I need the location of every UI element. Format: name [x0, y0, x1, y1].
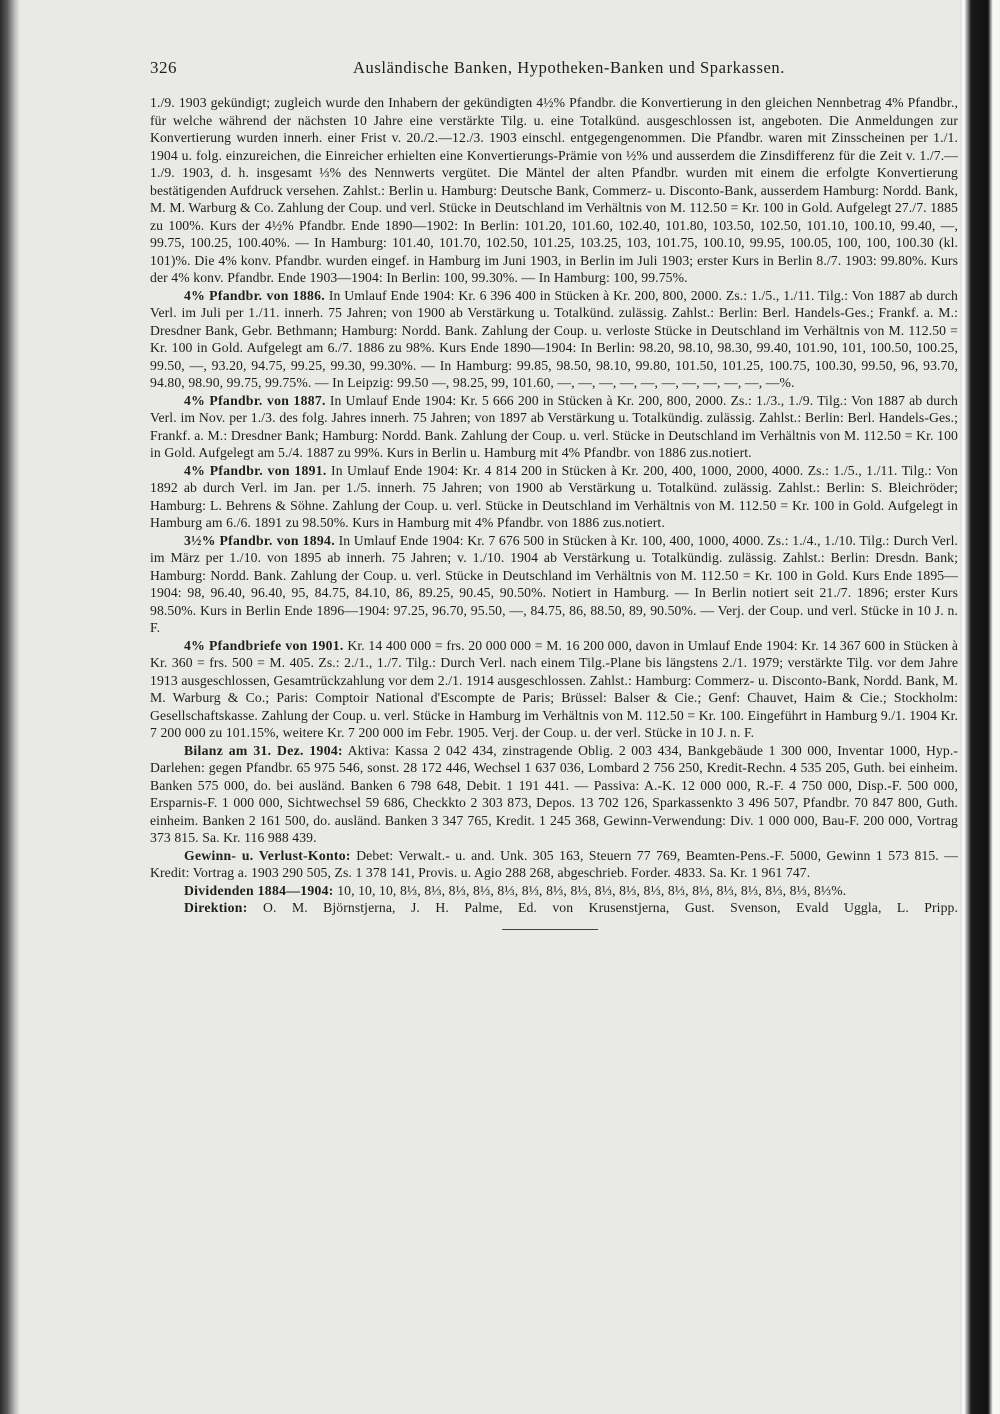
paragraph-pfandbriefe-1901	[150, 637, 958, 742]
paragraph-heading: 3½% Pfandbr. von 1894.	[184, 532, 335, 548]
document-body	[150, 94, 958, 934]
document-page	[150, 58, 958, 934]
paragraph-heading: Direktion:	[184, 900, 248, 915]
paragraph-gewinn-verlust	[150, 847, 958, 882]
paragraph-heading: Gewinn- u. Verlust-Konto:	[184, 847, 351, 863]
page-number: 326	[150, 58, 177, 77]
paragraph-text: 1./9. 1903 gekündigt; zugleich wurde den Inhabern der gekündigten 4½% Pfandbr. die Konvertierung in den gleichen Nennbetrag 4% Pfandbr., für welche während der nächsten 10 Jahre eine verstärkte Tilg. u. eine Totalkünd. ausgeschlossen ist, angeboten. Die Anmeldungen zur Konvertierung wurden innerh. einer Frist v. 20./2.—12./3. 1903 einschl. entgegengenommen. Die Pfandbr. waren mit Zinsscheinen per 1./1. 1904 u. folg. einzureichen, die Einreicher erhielten eine Konvertierungs-Prämie von ½% und ausserdem die Zinsdifferenz für die Zeit v. 1./7.—1./9. 1903, d. h. insgesamt ⅓% des Nennwerts vergütet. Die Mäntel der alten Pfandbr. wurden mit einem die erfolgte Konvertierung bestätigenden Aufdruck versehen. Zahlst.: Berlin u. Hamburg: Deutsche Bank, Commerz- u. Disconto-Bank, ausserdem Hamburg: Nordd. Bank, M. M. Warburg & Co. Zahlung der Coup. und verl. Stücke in Deutschland im Verhältnis von M. 112.50 = Kr. 100 in Gold. Aufgelegt 27./7. 1885 zu 100%. Kurs der 4½% Pfandbr. Ende 1890—1902: In Berlin: 101.20, 101.60, 102.40, 101.80, 103.50, 102.50, 101.10, 100.10, 99.40, —, 99.75, 100.25, 100.40%. — In Hamburg: 101.40, 101.70, 102.50, 101.25, 103.25, 103, 101.75, 100.10, 99.95, 100.05, 100, 100, 100.30 (kl. 101)%. Die 4% konv. Pfandbr. wurden eingef. in Hamburg im Juni 1903, in Berlin im Juli 1903; erster Kurs in Berlin 8./7. 1903: 99.80%. Kurs der 4% konv. Pfandbr. Ende 1903—1904: In Berlin: 100, 99.30%. — In Hamburg: 100, 99.75%.	[150, 95, 958, 285]
running-title: Ausländische Banken, Hypotheken-Banken und Sparkassen.	[353, 58, 785, 77]
paragraph-dividenden	[150, 882, 958, 900]
paragraph-text: Debet: Verwalt.- u. and. Unk. 305 163, Steuern 77 769, Beamten-Pens.-F. 5000, Gewinn 1 573 815. — Kredit: Vortrag a. 1903 290 505, Zs. 1 378 141, Provis. u. Agio 288 268, abgeschrieb. Forder. 4833. Sa. Kr. 1 961 747.	[150, 847, 958, 880]
paragraph-intro	[150, 94, 958, 287]
paragraph-text: In Umlauf Ende 1904: Kr. 6 396 400 in Stücken à Kr. 200, 800, 2000. Zs.: 1./5., 1./11. Tilg.: Von 1887 ab durch Verl. im Juli per 1./11. innerh. 75 Jahren; von 1900 ab Verstärkung u. Totalkünd. zulässig. Zahlst.: Berlin: Berl. Handels-Ges.; Frankf. a. M.: Dresdner Bank, Gebr. Bethmann; Hamburg: Nordd. Bank. Zahlung der Coup. u. verloste Stücke in Deutschland im Verhältnis von M. 112.50 = Kr. 100 in Gold. Aufgelegt am 6./7. 1886 zu 98%. Kurs Ende 1890—1904: In Berlin: 98.20, 98.10, 98.30, 99.40, 101.90, 101, 100.50, 100.25, 99.50, —, 93.20, 94.75, 99.25, 99.30, 99.30%. — In Hamburg: 99.85, 98.50, 98.10, 99.80, 101.50, 101.25, 100.75, 100.30, 99.50, 96, 93.70, 94.80, 98.90, 99.75, 99.75%. — In Leipzig: 99.50 —, 98.25, 99, 101.60, —, —, —, —, —, —, —, —, —, —, —%.	[150, 287, 958, 390]
paragraph-heading: Bilanz am 31. Dez. 1904:	[184, 742, 343, 758]
end-rule	[502, 929, 598, 930]
paragraph-text: Aktiva: Kassa 2 042 434, zinstragende Oblig. 2 003 434, Bankgebäude 1 300 000, Inventar 1000, Hyp.-Darlehen: gegen Pfandbr. 65 975 546, sonst. 28 172 446, Wechsel 1 637 036, Lombard 2 756 250, Kredit-Rechn. 4 535 205, Guth. bei einheim. Banken 575 000, do. bei ausländ. Banken 6 798 648, Debit. 1 191 441. — Passiva: A.-K. 12 000 000, R.-F. 4 750 000, Disp.-F. 500 000, Ersparnis-F. 1 000 000, Sichtwechsel 59 686, Checkkto 2 303 873, Depos. 13 702 126, Sparkassenkto 3 496 507, Pfandbr. 70 847 800, Guth. einheim. Banken 2 161 500, do. ausländ. Banken 3 347 765, Kredit. 1 245 368, Gewinn-Verwendung: Div. 1 000 000, Bau-F. 200 000, Vortrag 373 815. Sa. Kr. 116 988 439.	[150, 742, 958, 845]
paragraph-text: O. M. Björnstjerna, J. H. Palme, Ed. von Krusenstjerna, Gust. Svenson, Evald Uggla, L. Pripp.	[263, 900, 958, 915]
paragraph-text: In Umlauf Ende 1904: Kr. 5 666 200 in Stücken à Kr. 200, 800, 2000. Zs.: 1./3., 1./9. Tilg.: Von 1887 ab durch Verl. im Nov. per 1./3. des folg. Jahres innerh. 75 Jahren; von 1897 ab Verstärkung u. Totalkündig. zulässig. Zahlst.: Berlin: Berl. Handels-Ges.; Frankf. a. M.: Dresdner Bank; Hamburg: Nordd. Bank. Zahlung der Coup. u. verl. Stücke in Deutschland im Verhältnis von M. 112.50 = Kr. 100 in Gold. Aufgelegt am 5./4. 1887 zu 99%. Kurs in Berlin u. Hamburg mit 4% Pfandbr. von 1886 zus.notiert.	[150, 392, 958, 460]
paragraph-text: In Umlauf Ende 1904: Kr. 4 814 200 in Stücken à Kr. 200, 400, 1000, 2000, 4000. Zs.: 1./5., 1./11. Tilg.: Von 1892 ab durch Verl. im Jan. per 1./5. innerh. 75 Jahren; von 1900 ab Verstärkung u. Totalkünd. zulässig. Zahlst.: Berlin: S. Bleichröder; Hamburg: L. Behrens & Söhne. Zahlung der Coup. u. verl. Stücke in Deutschland im Verhältnis von M. 112.50 = Kr. 100 in Gold. Aufgelegt in Hamburg am 6./6. 1891 zu 98.50%. Kurs in Hamburg mit 4% Pfandbr. von 1886 zus.notiert.	[150, 462, 958, 530]
paragraph-heading: 4% Pfandbr. von 1887.	[184, 392, 326, 408]
paragraph-heading: 4% Pfandbr. von 1886.	[184, 287, 325, 303]
page-header	[150, 58, 958, 88]
paragraph-heading: Dividenden 1884—1904:	[184, 882, 334, 898]
scan-left-edge	[0, 0, 20, 1414]
paragraph-direktion	[150, 899, 958, 934]
paragraph-bilanz	[150, 742, 958, 847]
paragraph-text: 10, 10, 10, 8⅓, 8⅓, 8⅓, 8⅓, 8⅓, 8⅓, 8⅓, 8⅓, 8⅓, 8⅓, 8⅓, 8⅓, 8⅓, 8⅓, 8⅓, 8⅓, 8⅓, 8⅓%.	[337, 882, 847, 898]
paragraph-text: In Umlauf Ende 1904: Kr. 7 676 500 in Stücken à Kr. 100, 400, 1000, 4000. Zs.: 1./4., 1./10. Tilg.: Durch Verl. im März per 1./10. von 1895 ab innerh. 75 Jahren; v. 1./10. 1904 ab Verstärkung u. Totalkündig. zulässig. Zahlst.: Berlin: Dresdn. Bank; Hamburg: Nordd. Bank. Zahlung der Coup. u. verl. Stücke in Deutschland im Verhältnis von M. 112.50 = Kr. 100 in Gold. Kurs Ende 1895—1904: 98, 96.40, 96.40, 95, 84.75, 84.10, 86, 89.25, 90.45, 90.50%. Notiert in Hamburg. — In Berlin notiert seit 21./7. 1896; erster Kurs 98.50%. Kurs in Berlin Ende 1896—1904: 97.25, 96.70, 95.50, —, 84.75, 86, 88.50, 89, 90.50%. — Verj. der Coup. und verl. Stücke in 10 J. n. F.	[150, 532, 959, 635]
scan-right-edge	[960, 0, 1000, 1414]
paragraph-text: Kr. 14 400 000 = frs. 20 000 000 = M. 16 200 000, davon in Umlauf Ende 1904: Kr. 14 367 600 in Stücken à Kr. 360 = frs. 500 = M. 405. Zs.: 2./1., 1./7. Tilg.: Durch Verl. nach einem Tilg.-Plane bis längstens 2./1. 1979; verstärkte Tilg. vor dem Jahre 1913 ausgeschlossen, Gesamtrückzahlung vor dem 2./1. 1914 ausgeschlossen. Zahlst.: Hamburg: Commerz- u. Disconto-Bank, Nordd. Bank, M. M. Warburg & Co.; Paris: Comptoir National d'Escompte de Paris; Brüssel: Balser & Cie.; Genf: Chauvet, Haim & Cie.; Stockholm: Gesellschaftskasse. Zahlung der Coup. u. verl. Stücke in Hamburg im Verhältnis von M. 112.50 = Kr. 100. Eingeführt in Hamburg 9./1. 1904 Kr. 7 200 000 zu 101.15%, weitere Kr. 7 200 000 im Febr. 1905. Verj. der Coup. u. der verl. Stücke in 10 J. n. F.	[150, 637, 959, 740]
paragraph-heading: 4% Pfandbr. von 1891.	[184, 462, 327, 478]
paragraph-pfandbr-1887	[150, 392, 958, 462]
paragraph-pfandbr-1894	[150, 532, 958, 637]
paragraph-pfandbr-1891	[150, 462, 958, 532]
paragraph-pfandbr-1886	[150, 287, 958, 392]
paragraph-heading: 4% Pfandbriefe von 1901.	[184, 637, 344, 653]
